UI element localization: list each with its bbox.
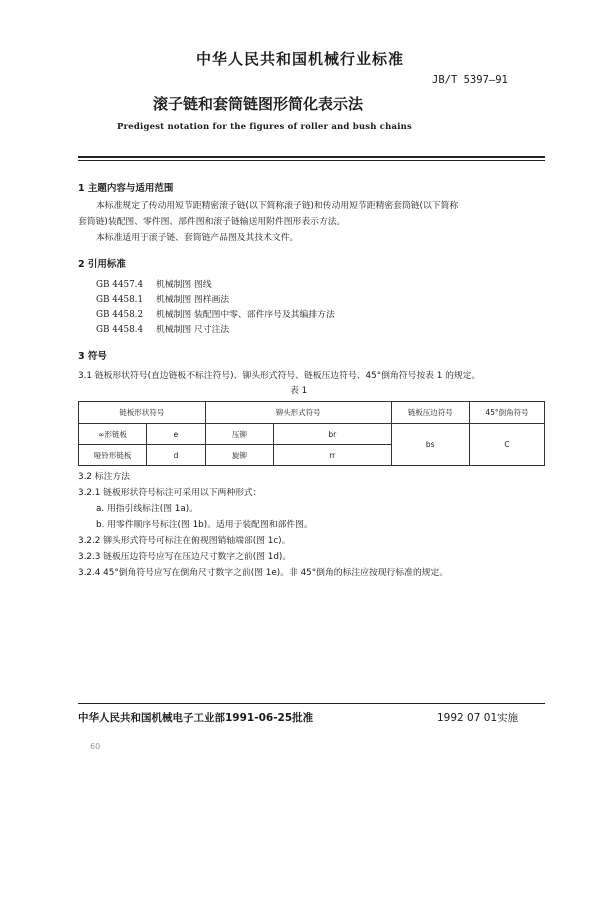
clause-item-a: a. 用指引线标注(图 1a)。 [96,504,199,514]
reference-code: GB 4458.4 [96,325,144,335]
header-rivet-form: 铆头形式符号 [205,402,391,424]
clause-item-b: b. 用零件顺序号标注(图 1b)。适用于装配图和部件图。 [96,520,313,530]
clause-3-2-4: 3.2.4 45°倒角符号应写在倒角尺寸数字之前(图 1e)。非 45°倒角的标注应按现行标准的规定。 [78,568,449,578]
clause-3-2: 3.2 标注方法 [78,472,130,482]
standard-code: JB/T 5397—91 [432,74,508,86]
header-rule-thin [78,160,545,161]
document-title-english: Predigest notation for the figures of roller and bush chains [117,122,413,132]
reference-3 [96,308,335,323]
shape-symbol-cell: d [147,445,206,466]
chamfer-symbol-cell: C [469,424,544,466]
rivet-name-cell: 压铆 [205,424,273,445]
reference-title: 机械制图 图样画法 [156,295,230,305]
header-rule-thick [78,156,545,158]
clause-3-1: 3.1 链板形状符号(直边链板不标注符号)、铆头形式符号、链板压边符号、45°倒角符号按表 1 的规定。 [78,371,481,381]
reference-title: 机械制图 装配图中零、部件序号及其编排方法 [156,310,335,320]
shape-name-cell: 哑铃形链板 [79,445,147,466]
header-plate-press: 链板压边符号 [391,402,469,424]
clause-3-2-1: 3.2.1 链板形状符号标注可采用以下两种形式： [78,488,262,498]
shape-symbol-cell: e [147,424,206,445]
reference-code: GB 4458.2 [96,310,144,320]
reference-code: GB 4457.4 [96,280,144,290]
table-header-row [79,402,545,424]
clause-3-2-3: 3.2.3 链板压边符号应写在压边尺寸数字之前(图 1d)。 [78,552,292,562]
table-caption: 表 1 [290,386,308,396]
reference-title: 机械制图 图线 [156,280,212,290]
footer-rule [78,703,545,704]
header-plate-shape: 链板形状符号 [79,402,206,424]
rivet-symbol-cell: rr [273,445,391,466]
standard-title: 中华人民共和国机械行业标准 [195,50,404,68]
header-chamfer: 45°倒角符号 [469,402,544,424]
clause-3-2-2: 3.2.2 铆头形式符号可标注在俯视图销轴端部(图 1c)。 [78,536,291,546]
section-1-heading: 1 主题内容与适用范围 [78,183,174,194]
implementation-date: 1992 07 01实施 [437,712,519,724]
reference-1 [96,278,212,293]
reference-code: GB 4458.1 [96,295,144,305]
reference-title: 机械制图 尺寸注法 [156,325,230,335]
document-title: 滚子链和套筒链图形简化表示法 [153,95,364,113]
reference-4 [96,323,229,338]
section-3-heading: 3 符号 [78,351,107,362]
page-number: 60 [90,742,101,751]
press-symbol-cell: bs [391,424,469,466]
section-1-line-2: 套筒链)装配图、零件图、部件图和滚子链输送用附件图形表示方法。 [78,217,346,227]
shape-name-cell: ∞形链板 [79,424,147,445]
section-1-line-1: 本标准规定了传动用短节距精密滚子链(以下简称滚子链)和传动用短节距精密套筒链(以下简称 [96,201,459,211]
reference-2 [96,293,229,308]
section-1-line-3: 本标准适用于滚子链、套筒链产品图及其技术文件。 [96,233,299,243]
rivet-name-cell: 旋铆 [205,445,273,466]
table-row [79,424,545,445]
section-2-heading: 2 引用标准 [78,259,126,270]
symbol-table [78,401,545,466]
approval-line: 中华人民共和国机械电子工业部1991-06-25批准 [78,712,314,724]
rivet-symbol-cell: br [273,424,391,445]
